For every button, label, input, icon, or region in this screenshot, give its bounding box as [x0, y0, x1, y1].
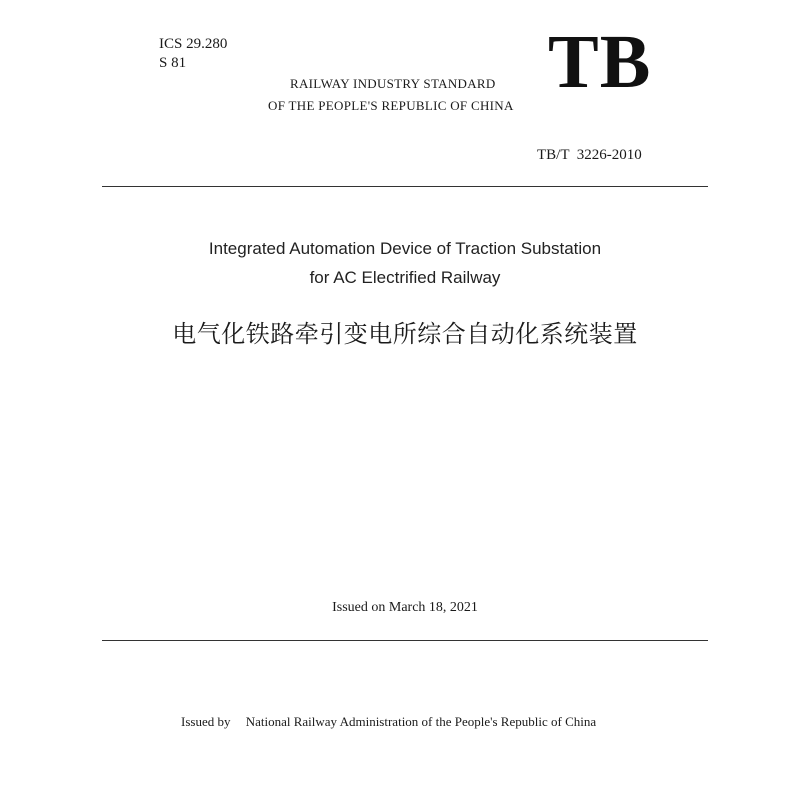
ics-code: ICS 29.280 [159, 36, 228, 52]
classification-code: S 81 [159, 55, 187, 71]
standard-type-line-1: RAILWAY INDUSTRY STANDARD [290, 76, 496, 91]
top-divider [102, 186, 708, 187]
bottom-divider [102, 640, 708, 641]
issuer-row [181, 713, 596, 730]
issue-date: Issued on March 18, 2021 [332, 600, 478, 615]
issued-by-label: Issued by [181, 714, 231, 729]
standard-number: TB/T 3226-2010 [537, 147, 642, 163]
chinese-title: 电气化铁路牵引变电所综合自动化系统装置 [172, 320, 638, 348]
standard-type-line-2: OF THE PEOPLE'S REPUBLIC OF CHINA [268, 98, 514, 113]
issuer-name: National Railway Administration of the People's Republic of China [245, 714, 597, 729]
english-title-line-2: for AC Electrified Railway [309, 268, 501, 287]
english-title-line-1: Integrated Automation Device of Traction Substation [208, 239, 602, 258]
tb-logo: TB [548, 20, 652, 104]
